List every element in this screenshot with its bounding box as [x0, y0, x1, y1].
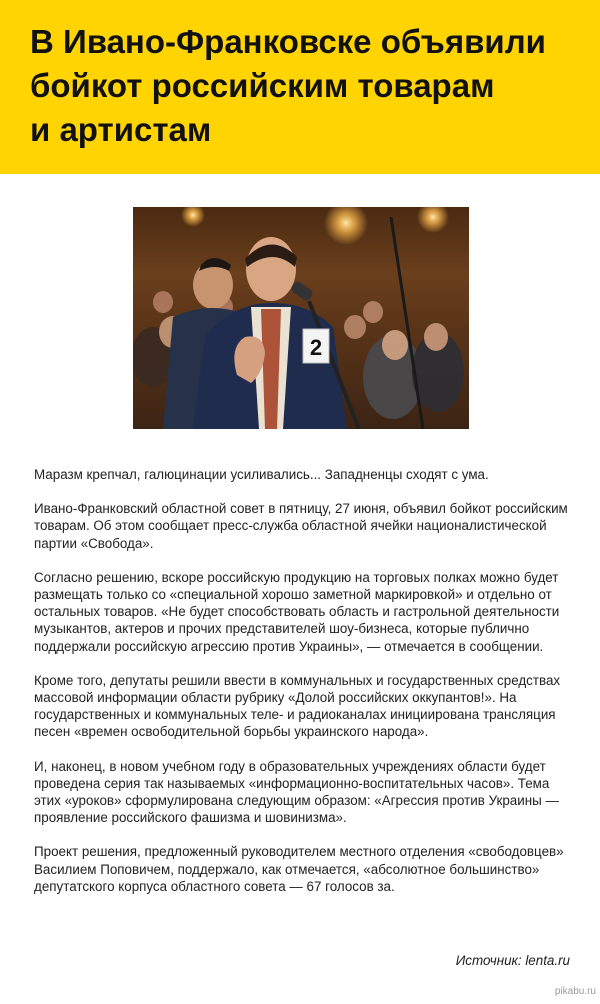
headline: В Ивано-Франковске объявили бойкот российским товарам и артистам: [30, 23, 546, 148]
news-photo-illustration: [133, 207, 469, 429]
article-paragraph: И, наконец, в новом учебном году в образовательных учреждениях области будет проведена серия так называемых «информационно-воспитательных часов». Тема этих «уроков» сформулирована следующим образом: «Агрессия против Украины — проявление российского фашизма и шовинизма».: [34, 758, 559, 826]
article-paragraph: Кроме того, депутаты решили ввести в коммунальных и государственных средствах массовой информации области рубрику «Долой российских оккупантов!». На государственных и коммунальных теле- и радиоканалах инициирована трансляция песен «времен освободительной борьбы украинского народа».: [34, 672, 561, 740]
watermark: pikabu.ru: [554, 986, 596, 997]
news-photo: [133, 207, 469, 429]
article-paragraph: Согласно решению, вскоре российскую продукцию на торговых полках можно будет размещать только со «специальной хорошо заметной маркировкой» и отдельно от остальных товаров. «Не будет способствовать область и гастрольной деятельности музыкантов, актеров и прочих представителей шоу-бизнеса, которые публично поддержали российскую агрессию против Украины», — отмечается в сообщении.: [34, 569, 560, 654]
article-paragraph: Маразм крепчал, галюцинации усиливались... Западненцы сходят с ума.: [34, 467, 489, 482]
title-banner: [0, 0, 600, 174]
article-paragraph: Проект решения, предложенный руководителем местного отделения «свободовцев» Василием Поповичем, поддержало, как отмечается, «абсолютное большинство» депутатского корпуса областного совета — 67 голосов за.: [34, 844, 564, 894]
source-credit: Источник: lenta.ru: [455, 953, 570, 968]
article-body: [34, 466, 574, 912]
placard-number: 2: [309, 335, 323, 360]
article-paragraph: Ивано-Франковский областной совет в пятницу, 27 июня, объявил бойкот российским товарам. Об этом сообщает пресс-служба областной ячейки националистической партии «Свобода».: [34, 501, 568, 551]
